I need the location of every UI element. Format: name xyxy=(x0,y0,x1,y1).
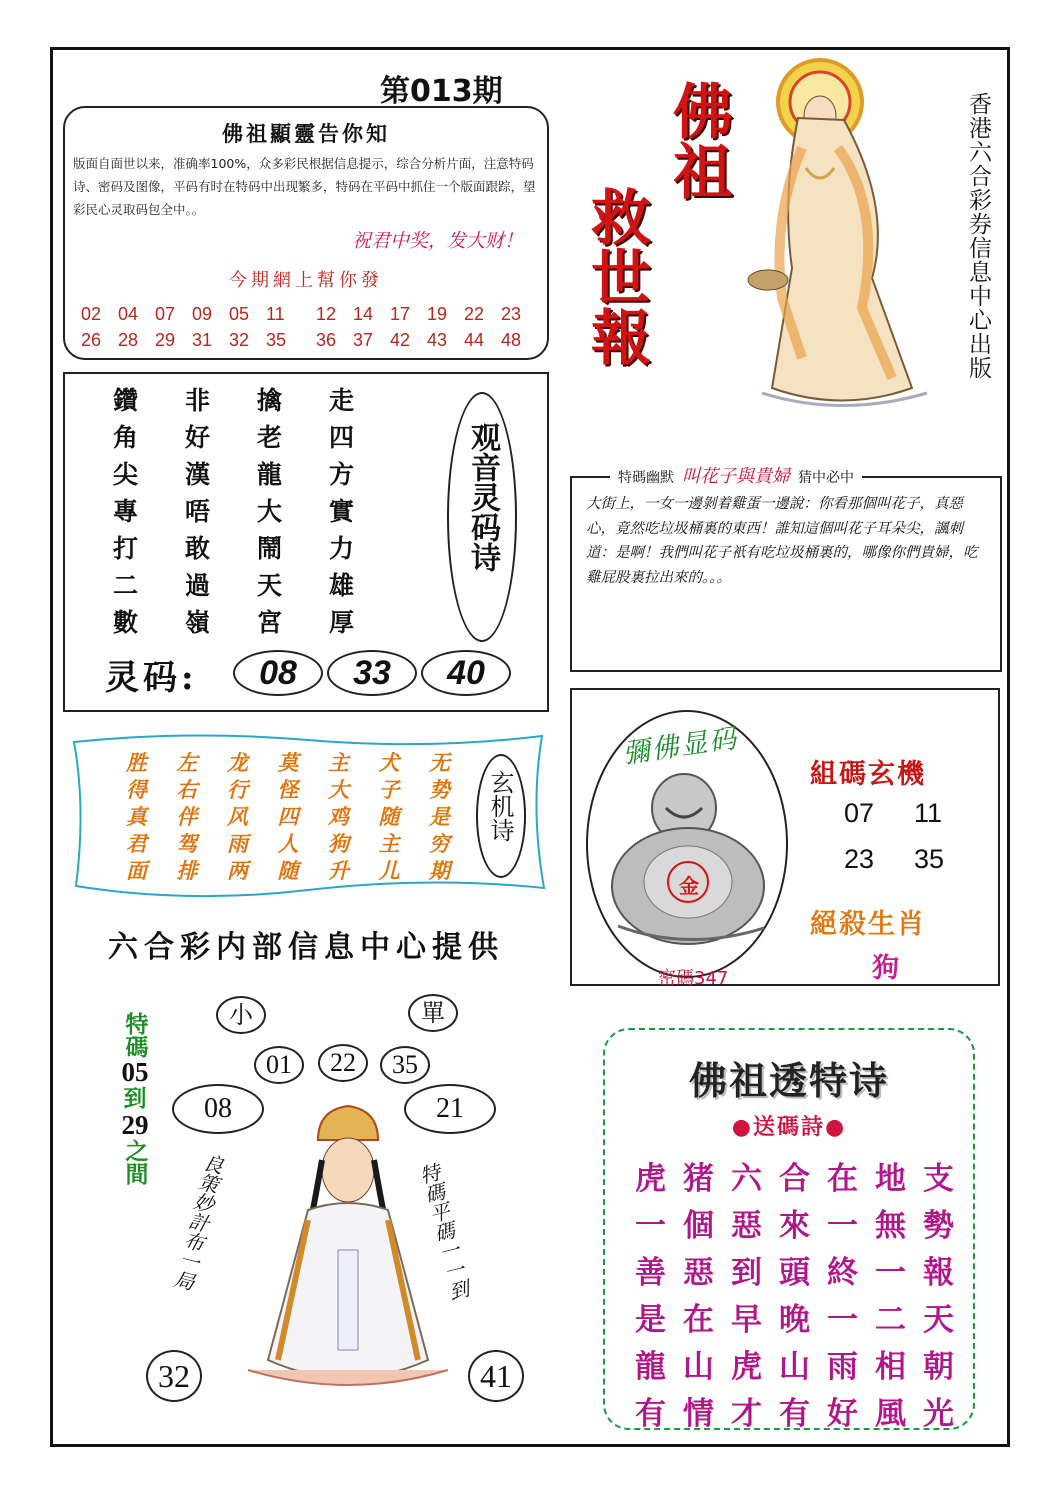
foot-poem-char: 山 xyxy=(683,1349,714,1385)
foot-poem-char: 來 xyxy=(779,1208,810,1244)
xuanji-char: 君 xyxy=(126,830,147,856)
poem-char: 鑽 xyxy=(113,385,139,415)
number: 36 xyxy=(316,330,337,350)
foot-poem-char: 是 xyxy=(635,1302,666,1338)
foot-poem-char: 山 xyxy=(779,1349,810,1385)
number: 23 xyxy=(501,304,522,324)
issue-number: 第013期 xyxy=(380,74,503,109)
poem-char: 角 xyxy=(113,422,139,452)
left-curve-text: 良策妙計布一局 xyxy=(169,1150,227,1293)
foot-poem-char: 惡 xyxy=(731,1208,762,1244)
poem-char: 好 xyxy=(185,422,211,452)
xuanji-char: 雨 xyxy=(227,830,248,856)
xuanji-char: 狗 xyxy=(328,830,349,856)
foot-poem-char: 支 xyxy=(923,1161,954,1197)
xuanji-char: 胜 xyxy=(126,749,147,775)
poem-char: 專 xyxy=(113,496,139,526)
foot-poem-char: 惡 xyxy=(683,1255,714,1291)
foot-poem-char: 虎 xyxy=(731,1349,762,1385)
kill-zodiac-title: 絕殺生肖 xyxy=(810,909,926,940)
tema-from: 05 xyxy=(121,1057,149,1087)
number: 28 xyxy=(118,330,139,350)
foot-poem-char: 早 xyxy=(731,1302,762,1338)
corner-number-left: 32 xyxy=(146,1350,202,1402)
foot-poem-box xyxy=(603,1028,975,1430)
lingma-number: 33 xyxy=(327,650,417,696)
xuanji-char: 右 xyxy=(176,776,198,802)
foot-poem-char: 個 xyxy=(683,1208,714,1244)
joke-text: 大街上，一女一邊剝着雞蛋一邊說：你看那個叫花子，真惡心，竟然吃垃圾桶裏的東西！誰知這個叫花子耳朵尖，諷刺道：是啊！我們叫花子衹有吃垃圾桶裏的，哪像你們貴婦，吃雞屁股裏拉出來的。。。 xyxy=(586,496,978,586)
xuanji-char: 面 xyxy=(126,857,147,883)
number: 26 xyxy=(81,330,102,350)
combo-number: 11 xyxy=(914,798,943,828)
laughing-buddha-figure xyxy=(588,756,788,956)
poem-char: 非 xyxy=(185,385,211,415)
foot-poem-char: 六 xyxy=(731,1161,762,1197)
foot-poem-char: 一 xyxy=(875,1255,906,1291)
number-pill: 35 xyxy=(380,1046,430,1084)
poem-char: 走 xyxy=(329,385,355,415)
xuanji-char: 两 xyxy=(227,857,248,883)
foot-poem-row xyxy=(635,1387,971,1434)
foot-poem-row xyxy=(635,1199,971,1246)
xuanji-char: 伴 xyxy=(176,803,198,829)
poem-char: 大 xyxy=(257,496,283,526)
number: 12 xyxy=(316,304,337,324)
poem-row xyxy=(113,417,401,454)
foot-poem-char: 終 xyxy=(827,1255,858,1291)
xuanji-char: 子 xyxy=(378,776,400,802)
xuanji-char: 真 xyxy=(126,803,147,829)
number: 19 xyxy=(427,304,448,324)
foot-poem-char: 二 xyxy=(875,1302,906,1338)
foot-poem-char: 風 xyxy=(875,1396,906,1432)
notice-wish: 祝君中奖，发大财！ xyxy=(351,230,523,252)
number: 29 xyxy=(155,330,176,350)
guanyin-seated-figure xyxy=(238,1100,458,1400)
poem-row xyxy=(113,528,401,565)
xuanji-char: 是 xyxy=(429,803,450,829)
poem-grid xyxy=(113,380,401,639)
xuanji-char: 随 xyxy=(277,857,299,883)
provider-line: 六合彩内部信息中心提供 xyxy=(108,930,504,965)
tema-to: 29 xyxy=(121,1110,149,1140)
xuanji-char: 风 xyxy=(227,803,248,829)
number: 11 xyxy=(266,304,285,324)
xuanji-grid xyxy=(126,748,480,883)
publisher: 香港六合彩券信息中心出版 xyxy=(965,92,991,380)
foot-poem-char: 天 xyxy=(923,1302,954,1338)
poem-char: 擒 xyxy=(257,385,283,415)
foot-poem-char: 有 xyxy=(779,1396,810,1432)
xuanji-char: 势 xyxy=(429,776,450,802)
poem-char: 厚 xyxy=(329,607,355,637)
lingma-label: 灵码: xyxy=(105,658,198,698)
poem-char: 嶺 xyxy=(185,607,211,637)
poem-row xyxy=(113,602,401,639)
foot-poem-char: 朝 xyxy=(923,1349,954,1385)
foot-poem-char: 無 xyxy=(875,1208,906,1244)
foot-poem-char: 虎 xyxy=(635,1161,666,1197)
number-pill: 22 xyxy=(318,1044,368,1082)
foot-poem-char: 在 xyxy=(827,1161,858,1197)
joke-title: 叫花子與貴婦 xyxy=(682,466,790,487)
guanyin-standing-figure xyxy=(742,58,942,418)
xuanji-char: 得 xyxy=(126,776,147,802)
number: 05 xyxy=(229,304,250,324)
xuanji-poem-box xyxy=(68,728,548,898)
number-pill: 21 xyxy=(404,1084,496,1134)
foot-poem-char: 相 xyxy=(875,1349,906,1385)
xuanji-title-oval xyxy=(476,754,526,878)
poem-char: 敢 xyxy=(185,533,211,563)
number: 02 xyxy=(81,304,102,324)
number: 07 xyxy=(155,304,176,324)
numbers-row-1 xyxy=(81,304,538,325)
number-pill: 01 xyxy=(254,1046,304,1084)
foot-poem-row xyxy=(635,1340,971,1387)
foot-poem-char: 一 xyxy=(635,1208,666,1244)
numbers-row-2 xyxy=(81,330,538,351)
foot-poem-char: 一 xyxy=(827,1208,858,1244)
poem-title: 观音灵码诗 xyxy=(465,422,500,572)
poem-char: 龍 xyxy=(257,459,283,489)
xuanji-row xyxy=(126,775,480,802)
poem-char: 唔 xyxy=(185,496,211,526)
right-curve-text: 特碼平碼一一到 xyxy=(414,1161,472,1303)
foot-poem-row xyxy=(635,1152,971,1199)
lingma-number: 40 xyxy=(421,650,511,696)
poem-char: 數 xyxy=(113,607,139,637)
tema-label-bottom: 之間 xyxy=(121,1139,149,1185)
notice-intro: 版面自面世以来，准确率100%，众多彩民根据信息提示，综合分析片面，注意特码诗、密码及图像，平码有时在特码中出现繁多，特码在平码中抓住一个版面跟踪，望彩民心灵取码包全中。。 xyxy=(73,156,536,217)
poem-row xyxy=(113,454,401,491)
xuanji-char: 升 xyxy=(328,857,349,883)
foot-poem-char: 光 xyxy=(923,1396,954,1432)
poem-char: 打 xyxy=(113,533,139,563)
joke-box xyxy=(570,476,1002,672)
xuanji-title: 玄机诗 xyxy=(486,770,514,842)
foot-poem-char: 合 xyxy=(779,1161,810,1197)
poem-char: 力 xyxy=(329,533,355,563)
poem-row xyxy=(113,380,401,417)
foot-poem-char: 善 xyxy=(635,1255,666,1291)
foot-poem-char: 晚 xyxy=(779,1302,810,1338)
combo-number: 23 xyxy=(844,844,875,874)
foot-poem-title: 佛祖透特诗 xyxy=(688,1058,889,1103)
buddha-mima: 密碼347 xyxy=(658,968,729,989)
poem-char: 尖 xyxy=(113,459,139,489)
xuanji-char: 主 xyxy=(378,830,400,856)
xuanji-char: 犬 xyxy=(378,749,400,775)
gold-char: 金 xyxy=(679,874,699,898)
xuanji-char: 行 xyxy=(227,776,248,802)
foot-poem-char: 猪 xyxy=(683,1161,714,1197)
xuanji-char: 人 xyxy=(277,830,299,856)
poem-char: 雄 xyxy=(329,570,355,600)
poem-char: 鬧 xyxy=(257,533,283,563)
foot-poem-char: 有 xyxy=(635,1396,666,1432)
foot-poem-subtitle: ●送碼詩● xyxy=(731,1114,847,1140)
masthead-line-1: 佛祖 xyxy=(663,80,733,200)
xuanji-char: 四 xyxy=(277,803,299,829)
buddha-title: 彌佛显码 xyxy=(620,723,741,770)
number: 31 xyxy=(192,330,213,350)
xuanji-row xyxy=(126,748,480,775)
number: 09 xyxy=(192,304,213,324)
xuanji-char: 龙 xyxy=(227,749,248,775)
poem-char: 實 xyxy=(329,496,355,526)
xuanji-char: 主 xyxy=(328,749,349,775)
lingma-number: 08 xyxy=(233,650,323,696)
net-label: 今期網上幫你發 xyxy=(229,270,383,291)
number-pill: 08 xyxy=(172,1084,264,1134)
foot-poem-char: 勢 xyxy=(923,1208,954,1244)
poem-char: 二 xyxy=(113,570,139,600)
poem-char: 方 xyxy=(329,459,355,489)
xuanji-char: 期 xyxy=(429,857,450,883)
xuanji-char: 怪 xyxy=(277,776,299,802)
xuanji-char: 无 xyxy=(429,749,450,775)
poem-char: 宮 xyxy=(257,607,283,637)
foot-poem-char: 頭 xyxy=(779,1255,810,1291)
number: 04 xyxy=(118,304,139,324)
tema-range xyxy=(114,1012,156,1185)
xuanji-char: 鸡 xyxy=(328,803,349,829)
number: 48 xyxy=(501,330,522,350)
joke-header xyxy=(610,462,862,488)
number: 14 xyxy=(353,304,374,324)
tema-to-word: 到 xyxy=(123,1085,147,1112)
foot-poem-char: 一 xyxy=(827,1302,858,1338)
number: 22 xyxy=(464,304,485,324)
corner-number-right: 41 xyxy=(468,1350,524,1402)
combo-title: 組碼玄機 xyxy=(810,759,926,790)
xuanji-char: 随 xyxy=(378,803,400,829)
number: 44 xyxy=(464,330,485,350)
foot-poem-row xyxy=(635,1246,971,1293)
foot-poem-char: 報 xyxy=(923,1255,954,1291)
foot-poem-row xyxy=(635,1293,971,1340)
foot-poem-grid xyxy=(635,1152,971,1434)
foot-poem-char: 才 xyxy=(731,1396,762,1432)
xuanji-char: 大 xyxy=(328,776,349,802)
xuanji-char: 穷 xyxy=(429,830,450,856)
buddha-oval xyxy=(586,710,788,989)
poem-char: 天 xyxy=(257,570,283,600)
foot-poem-char: 地 xyxy=(875,1161,906,1197)
number: 37 xyxy=(353,330,374,350)
buddha-box xyxy=(570,688,1000,989)
poem-char: 過 xyxy=(185,570,211,600)
poem-row xyxy=(113,491,401,528)
number: 42 xyxy=(390,330,411,350)
xuanji-row xyxy=(126,856,480,883)
notice-title: 佛祖顯靈告你知 xyxy=(222,121,390,146)
combo-number: 35 xyxy=(914,844,945,874)
number: 17 xyxy=(390,304,411,324)
small-badge: 小 xyxy=(216,996,266,1034)
poem-row xyxy=(113,565,401,602)
poem-char: 四 xyxy=(329,422,355,452)
xuanji-char: 排 xyxy=(176,857,198,883)
xuanji-char: 驾 xyxy=(176,830,198,856)
foot-poem-char: 好 xyxy=(827,1396,858,1432)
foot-poem-char: 情 xyxy=(683,1396,714,1432)
number: 35 xyxy=(266,330,287,350)
notice-box xyxy=(63,106,549,360)
masthead-line-2: 救世報 xyxy=(581,186,651,366)
poem-char: 漢 xyxy=(185,459,211,489)
joke-label-right: 猜中必中 xyxy=(798,470,854,486)
xuanji-char: 左 xyxy=(176,749,198,775)
number: 32 xyxy=(229,330,250,350)
kill-zodiac-value: 狗 xyxy=(872,953,899,984)
joke-label-left: 特碼幽默 xyxy=(618,470,674,486)
xuanji-char: 莫 xyxy=(277,749,299,775)
foot-poem-char: 龍 xyxy=(635,1349,666,1385)
poem-title-oval xyxy=(447,392,517,642)
poem-char: 老 xyxy=(257,422,283,452)
foot-poem-char: 雨 xyxy=(827,1349,858,1385)
foot-poem-char: 到 xyxy=(731,1255,762,1291)
guanyin-poem-box xyxy=(63,372,549,712)
tema-label-top: 特碼 xyxy=(121,1012,149,1058)
xuanji-row xyxy=(126,829,480,856)
single-badge: 單 xyxy=(408,994,458,1032)
number: 43 xyxy=(427,330,448,350)
foot-poem-char: 在 xyxy=(683,1302,714,1338)
xuanji-char: 儿 xyxy=(378,857,400,883)
xuanji-row xyxy=(126,802,480,829)
combo-number: 07 xyxy=(844,798,875,828)
